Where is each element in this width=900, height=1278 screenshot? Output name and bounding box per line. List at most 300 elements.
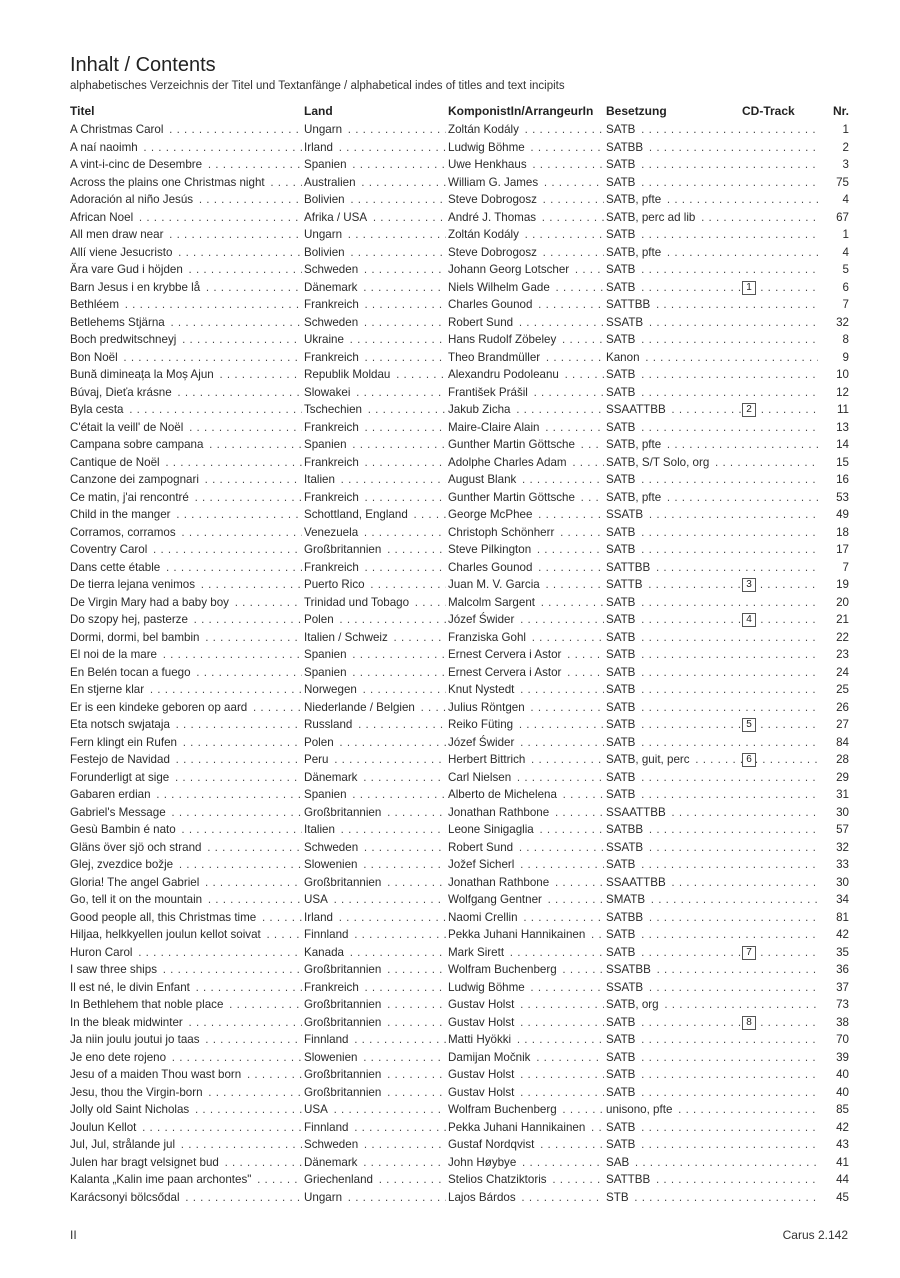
entry-voicing-cell xyxy=(606,1049,818,1067)
entry-composer: Robert Sund xyxy=(448,840,514,854)
entry-country: Schweden xyxy=(304,840,359,854)
entry-country: Großbritannien xyxy=(304,1015,382,1029)
entry-title: Bethléem xyxy=(70,298,119,311)
entry-voicing: SATB xyxy=(606,630,636,644)
entry-number: 14 xyxy=(819,436,849,454)
entry-title: Betlehems Stjärna xyxy=(70,315,165,329)
table-row xyxy=(70,541,849,559)
table-row xyxy=(70,926,849,944)
entry-country: Bolivien xyxy=(304,245,345,259)
entry-voicing-cell xyxy=(606,506,818,524)
table-row xyxy=(70,804,849,822)
entry-country: Bolivien xyxy=(304,193,345,206)
entry-title-cell xyxy=(70,681,302,699)
entry-voicing: SATB, perc ad lib xyxy=(606,210,696,224)
entry-country: Frankreich xyxy=(304,455,359,469)
entry-voicing: SATB xyxy=(606,858,636,871)
entry-title-cell xyxy=(70,1154,302,1172)
entry-title: Karácsonyi bölcsődal xyxy=(70,1190,180,1204)
entry-composer: Wolfram Buchenberg xyxy=(448,963,557,976)
entry-title: A naí naoimh xyxy=(70,140,138,154)
entry-voicing-cell xyxy=(606,996,818,1014)
entry-number: 4 xyxy=(819,191,849,209)
entry-country: Russland xyxy=(304,718,353,731)
table-row xyxy=(70,454,849,472)
entry-title-cell xyxy=(70,1101,302,1119)
entry-country: USA xyxy=(304,1103,328,1116)
entry-voicing: SATB xyxy=(606,1085,636,1099)
entry-title-cell xyxy=(70,156,302,174)
entry-voicing-cell xyxy=(606,331,818,349)
entry-country-cell xyxy=(304,629,446,647)
entry-title-cell xyxy=(70,856,302,874)
entry-country-cell xyxy=(304,891,446,909)
entry-country: Schweden xyxy=(304,1138,359,1151)
entry-voicing: SATB, pfte xyxy=(606,490,662,504)
entry-composer: Juan M. V. Garcia xyxy=(448,578,540,591)
table-row xyxy=(70,191,849,209)
entry-composer: Gustav Holst xyxy=(448,1085,515,1099)
entry-number: 38 xyxy=(819,1014,849,1032)
entry-composer: George McPhee xyxy=(448,508,533,521)
entry-title: Good people all, this Christmas time xyxy=(70,910,257,924)
table-row xyxy=(70,226,849,244)
entry-country-cell xyxy=(304,664,446,682)
table-row xyxy=(70,629,849,647)
entry-voicing: SSATB xyxy=(606,980,644,994)
entry-country: Ungarn xyxy=(304,228,343,241)
entry-number: 30 xyxy=(819,804,849,822)
entry-number: 7 xyxy=(819,296,849,314)
cd-track-badge: 4 xyxy=(742,613,756,627)
entry-title: Forunderligt at sige xyxy=(70,770,170,784)
entry-title-cell xyxy=(70,279,302,297)
entry-title: Gloria! The angel Gabriel xyxy=(70,875,200,889)
entry-composer: Pekka Juhani Hannikainen xyxy=(448,928,586,941)
entry-composer-cell xyxy=(448,349,604,367)
entry-title-cell xyxy=(70,419,302,437)
entry-title: Child in the manger xyxy=(70,508,171,521)
entry-voicing-cell xyxy=(606,296,818,314)
entry-composer-cell xyxy=(448,489,604,507)
entry-number: 23 xyxy=(819,646,849,664)
entry-composer-cell xyxy=(448,1014,604,1032)
entry-country: Australien xyxy=(304,175,356,189)
entry-title: A vint-i-cinc de Desembre xyxy=(70,158,203,171)
entry-country-cell xyxy=(304,209,446,227)
entry-voicing: SATTBB xyxy=(606,298,651,311)
entry-voicing-cell xyxy=(606,454,818,472)
entry-title-cell xyxy=(70,716,302,734)
entry-country-cell xyxy=(304,716,446,734)
entry-title: Gabriel's Message xyxy=(70,805,166,819)
entry-title-cell xyxy=(70,1014,302,1032)
entry-title-cell xyxy=(70,1189,302,1207)
contents-table xyxy=(70,121,849,1206)
table-row xyxy=(70,1031,849,1049)
entry-composer: Steve Dobrogosz xyxy=(448,245,537,259)
entry-composer-cell xyxy=(448,366,604,384)
entry-voicing-cell xyxy=(606,681,818,699)
entry-composer-cell xyxy=(448,751,604,769)
entry-country: Spanien xyxy=(304,665,347,679)
entry-composer: Hans Rudolf Zöbeley xyxy=(448,333,557,346)
entry-composer: Herbert Bittrich xyxy=(448,753,526,766)
entry-country-cell xyxy=(304,804,446,822)
entry-title: Glej, zvezdice božje xyxy=(70,858,174,871)
entry-voicing: SATB xyxy=(606,613,636,626)
entry-country-cell xyxy=(304,699,446,717)
entry-country-cell xyxy=(304,734,446,752)
entry-country-cell xyxy=(304,839,446,857)
entry-title-cell xyxy=(70,769,302,787)
entry-country-cell xyxy=(304,646,446,664)
entry-title-cell xyxy=(70,944,302,962)
entry-number: 27 xyxy=(819,716,849,734)
entry-number: 33 xyxy=(819,856,849,874)
page-subtitle: alphabetisches Verzeichnis der Titel und Textanfänge / alphabetical indes of titles and text incipits xyxy=(70,80,565,92)
table-row xyxy=(70,786,849,804)
entry-title: Barn Jesus i en krybbe lå xyxy=(70,280,201,294)
table-row xyxy=(70,769,849,787)
entry-voicing: SATB xyxy=(606,333,636,346)
table-row xyxy=(70,559,849,577)
cd-track-badge: 5 xyxy=(742,718,756,732)
table-row xyxy=(70,874,849,892)
entry-voicing-cell xyxy=(606,594,818,612)
entry-title-cell xyxy=(70,979,302,997)
entry-title-cell xyxy=(70,471,302,489)
table-row xyxy=(70,646,849,664)
entry-country: Tschechien xyxy=(304,403,363,416)
entry-composer: Zoltán Kodály xyxy=(448,228,519,241)
entry-country-cell xyxy=(304,1154,446,1172)
entry-voicing-cell xyxy=(606,821,818,839)
entry-country: Polen xyxy=(304,735,334,749)
table-row xyxy=(70,1154,849,1172)
entry-number: 15 xyxy=(819,454,849,472)
entry-voicing-cell xyxy=(606,1189,818,1207)
entry-title: Ce matin, j'ai rencontré xyxy=(70,490,189,504)
table-row xyxy=(70,821,849,839)
entry-voicing-cell xyxy=(606,156,818,174)
entry-composer: Uwe Henkhaus xyxy=(448,158,527,171)
entry-title: African Noel xyxy=(70,210,134,224)
entry-country: Großbritannien xyxy=(304,998,382,1011)
entry-country: Frankreich xyxy=(304,420,359,434)
entry-country: Polen xyxy=(304,613,334,626)
entry-voicing: SATB xyxy=(606,280,636,294)
entry-country: Irland xyxy=(304,140,334,154)
entry-title: Dormi, dormi, bel bambin xyxy=(70,630,200,644)
page-number: II xyxy=(70,1228,77,1242)
entry-country: Republik Moldau xyxy=(304,368,391,381)
table-row xyxy=(70,856,849,874)
entry-voicing-cell xyxy=(606,874,818,892)
entry-composer: Ernest Cervera i Astor xyxy=(448,648,562,661)
entry-country-cell xyxy=(304,1049,446,1067)
entry-title: Gläns över sjö och strand xyxy=(70,840,202,854)
entry-title-cell xyxy=(70,524,302,542)
entry-voicing-cell xyxy=(606,1171,818,1189)
entry-country-cell xyxy=(304,996,446,1014)
entry-voicing-cell xyxy=(606,944,818,962)
entry-country: Frankreich xyxy=(304,490,359,504)
entry-composer: Jakub Zicha xyxy=(448,403,511,416)
entry-country-cell xyxy=(304,751,446,769)
entry-composer: Wolfgang Gentner xyxy=(448,893,542,906)
entry-title: Er is een kindeke geboren op aard xyxy=(70,700,248,714)
entry-country-cell xyxy=(304,454,446,472)
entry-title: Búvaj, Dieťa krásne xyxy=(70,385,172,399)
entry-composer: Alberto de Michelena xyxy=(448,788,557,801)
entry-number: 6 xyxy=(819,279,849,297)
entry-composer-cell xyxy=(448,471,604,489)
entry-composer-cell xyxy=(448,909,604,927)
entry-country-cell xyxy=(304,384,446,402)
entry-voicing-cell xyxy=(606,541,818,559)
entry-number: 73 xyxy=(819,996,849,1014)
entry-title-cell xyxy=(70,541,302,559)
entry-number: 42 xyxy=(819,1119,849,1137)
entry-number: 11 xyxy=(819,401,849,419)
entry-voicing: SSATB xyxy=(606,508,644,521)
entry-composer: Steve Pilkington xyxy=(448,543,532,556)
entry-country-cell xyxy=(304,419,446,437)
entry-voicing-cell xyxy=(606,1101,818,1119)
entry-title-cell xyxy=(70,1136,302,1154)
entry-number: 81 xyxy=(819,909,849,927)
entry-title-cell xyxy=(70,611,302,629)
entry-voicing: SATB xyxy=(606,1033,636,1046)
entry-composer-cell xyxy=(448,856,604,874)
entry-composer-cell xyxy=(448,1154,604,1172)
entry-country: Finnland xyxy=(304,1120,349,1134)
entry-voicing: SATTB xyxy=(606,578,643,591)
entry-composer-cell xyxy=(448,121,604,139)
entry-composer-cell xyxy=(448,594,604,612)
table-row xyxy=(70,524,849,542)
entry-country: USA xyxy=(304,893,328,906)
entry-number: 84 xyxy=(819,734,849,752)
entry-composer: Jonathan Rathbone xyxy=(448,875,550,889)
entry-title-cell xyxy=(70,664,302,682)
table-row xyxy=(70,1136,849,1154)
entry-title: Cantique de Noël xyxy=(70,455,160,469)
entry-country: Ungarn xyxy=(304,1190,343,1204)
table-row xyxy=(70,716,849,734)
entry-voicing: SATB, pfte xyxy=(606,193,662,206)
entry-title-cell xyxy=(70,1031,302,1049)
entry-composer-cell xyxy=(448,139,604,157)
entry-title: Do szopy hej, pasterze xyxy=(70,613,188,626)
entry-composer: Gustav Holst xyxy=(448,1068,515,1081)
entry-number: 22 xyxy=(819,629,849,647)
entry-title-cell xyxy=(70,174,302,192)
table-row xyxy=(70,734,849,752)
entry-title-cell xyxy=(70,436,302,454)
entry-country-cell xyxy=(304,471,446,489)
entry-composer: Theo Brandmüller xyxy=(448,350,541,364)
entry-title-cell xyxy=(70,839,302,857)
entry-voicing: SATB xyxy=(606,385,636,399)
entry-title-cell xyxy=(70,594,302,612)
entry-composer: Malcolm Sargent xyxy=(448,595,535,609)
table-row xyxy=(70,1171,849,1189)
entry-composer-cell xyxy=(448,226,604,244)
entry-composer-cell xyxy=(448,384,604,402)
entry-title-cell xyxy=(70,261,302,279)
entry-voicing-cell xyxy=(606,489,818,507)
entry-voicing: SATB, S/T Solo, org xyxy=(606,455,710,469)
entry-voicing: SATB xyxy=(606,1050,636,1064)
entry-composer-cell xyxy=(448,1031,604,1049)
table-row xyxy=(70,1049,849,1067)
entry-composer: Steve Dobrogosz xyxy=(448,193,537,206)
entry-country-cell xyxy=(304,314,446,332)
entry-title: Adoración al niño Jesús xyxy=(70,193,194,206)
entry-country: Frankreich xyxy=(304,560,359,574)
entry-voicing: SATB xyxy=(606,665,636,679)
entry-composer-cell xyxy=(448,734,604,752)
entry-voicing-cell xyxy=(606,646,818,664)
entry-voicing: SATBB xyxy=(606,910,644,924)
entry-country-cell xyxy=(304,611,446,629)
entry-voicing-cell xyxy=(606,629,818,647)
table-row xyxy=(70,331,849,349)
entry-voicing-cell xyxy=(606,664,818,682)
entry-voicing-cell xyxy=(606,471,818,489)
entry-title: Allí viene Jesucristo xyxy=(70,245,173,259)
entry-voicing: SATB, pfte xyxy=(606,245,662,259)
table-row xyxy=(70,349,849,367)
entry-country: Dänemark xyxy=(304,1155,358,1169)
entry-composer-cell xyxy=(448,629,604,647)
entry-composer-cell xyxy=(448,506,604,524)
entry-composer: Józef Świder xyxy=(448,613,515,626)
entry-voicing: SATB xyxy=(606,595,636,609)
table-row xyxy=(70,891,849,909)
entry-composer: Naomi Crellin xyxy=(448,910,518,924)
entry-voicing-cell xyxy=(606,419,818,437)
entry-number: 32 xyxy=(819,839,849,857)
entry-voicing: SSAATTBB xyxy=(606,875,666,889)
entry-voicing: SMATB xyxy=(606,893,646,906)
entry-title: Julen har bragt velsignet bud xyxy=(70,1155,219,1169)
cd-track-badge: 3 xyxy=(742,578,756,592)
entry-number: 9 xyxy=(819,349,849,367)
entry-number: 53 xyxy=(819,489,849,507)
entry-title-cell xyxy=(70,454,302,472)
entry-voicing: SATB xyxy=(606,123,636,136)
entry-country: Trinidad und Tobago xyxy=(304,595,410,609)
page-title: Inhalt / Contents xyxy=(70,54,216,76)
table-row xyxy=(70,506,849,524)
entry-title: Jesu of a maiden Thou wast born xyxy=(70,1068,242,1081)
entry-title-cell xyxy=(70,191,302,209)
entry-voicing: SATTBB xyxy=(606,560,651,574)
entry-number: 31 xyxy=(819,786,849,804)
entry-country: Irland xyxy=(304,910,334,924)
entry-country-cell xyxy=(304,261,446,279)
entry-voicing: SATB xyxy=(606,683,636,696)
entry-composer-cell xyxy=(448,699,604,717)
entry-title: En Belén tocan a fuego xyxy=(70,665,191,679)
entry-country: Schweden xyxy=(304,263,359,276)
entry-composer: Ernest Cervera i Astor xyxy=(448,665,562,679)
entry-country-cell xyxy=(304,979,446,997)
entry-voicing-cell xyxy=(606,611,818,629)
entry-composer-cell xyxy=(448,261,604,279)
entry-composer: Christoph Schönherr xyxy=(448,525,555,539)
entry-voicing: SATB, org xyxy=(606,998,659,1011)
entry-country: Slowenien xyxy=(304,1050,358,1064)
entry-title-cell xyxy=(70,121,302,139)
entry-number: 40 xyxy=(819,1084,849,1102)
entry-voicing: Kanon xyxy=(606,350,640,364)
entry-title: Coventry Carol xyxy=(70,543,148,556)
entry-country-cell xyxy=(304,279,446,297)
entry-title-cell xyxy=(70,996,302,1014)
entry-voicing: SATB xyxy=(606,1068,636,1081)
entry-voicing-cell xyxy=(606,699,818,717)
entry-country: Spanien xyxy=(304,788,347,801)
entry-voicing: SATB xyxy=(606,263,636,276)
entry-number: 44 xyxy=(819,1171,849,1189)
entry-title: Kalanta „Kalin ime paan archontes" xyxy=(70,1173,252,1186)
table-row xyxy=(70,1101,849,1119)
entry-composer: Maire-Claire Alain xyxy=(448,420,540,434)
entry-number: 5 xyxy=(819,261,849,279)
entry-composer: Damijan Močnik xyxy=(448,1050,531,1064)
entry-composer-cell xyxy=(448,331,604,349)
entry-composer: Gunther Martin Göttsche xyxy=(448,438,575,451)
entry-composer-cell xyxy=(448,1066,604,1084)
entry-title-cell xyxy=(70,384,302,402)
entry-voicing-cell xyxy=(606,139,818,157)
entry-title-cell xyxy=(70,314,302,332)
entry-composer: Gustaf Nordqvist xyxy=(448,1138,535,1151)
table-row xyxy=(70,436,849,454)
entry-title: Hiljaa, helkkyellen joulun kellot soivat xyxy=(70,928,261,941)
entry-title-cell xyxy=(70,1171,302,1189)
entry-country-cell xyxy=(304,786,446,804)
entry-composer-cell xyxy=(448,804,604,822)
entry-number: 30 xyxy=(819,874,849,892)
entry-number: 10 xyxy=(819,366,849,384)
entry-composer-cell xyxy=(448,436,604,454)
entry-title: In Bethlehem that noble place xyxy=(70,998,224,1011)
entry-country-cell xyxy=(304,139,446,157)
entry-composer-cell xyxy=(448,1136,604,1154)
entry-composer: Alexandru Podoleanu xyxy=(448,368,559,381)
entry-composer: Adolphe Charles Adam xyxy=(448,455,567,469)
entry-title: I saw three ships xyxy=(70,963,157,976)
entry-title-cell xyxy=(70,961,302,979)
entry-title: Jesu, thou the Virgin-born xyxy=(70,1085,203,1099)
header-cd-track: CD-Track xyxy=(742,104,795,118)
entry-title-cell xyxy=(70,209,302,227)
header-composer: KomponistIn/ArrangeurIn xyxy=(448,104,594,118)
entry-voicing: SATB xyxy=(606,735,636,749)
entry-title: Campana sobre campana xyxy=(70,438,204,451)
entry-voicing-cell xyxy=(606,191,818,209)
entry-title-cell xyxy=(70,786,302,804)
entry-title-cell xyxy=(70,244,302,262)
entry-composer-cell xyxy=(448,996,604,1014)
entry-title: Dans cette étable xyxy=(70,560,161,574)
entry-composer: Gunther Martin Göttsche xyxy=(448,490,575,504)
